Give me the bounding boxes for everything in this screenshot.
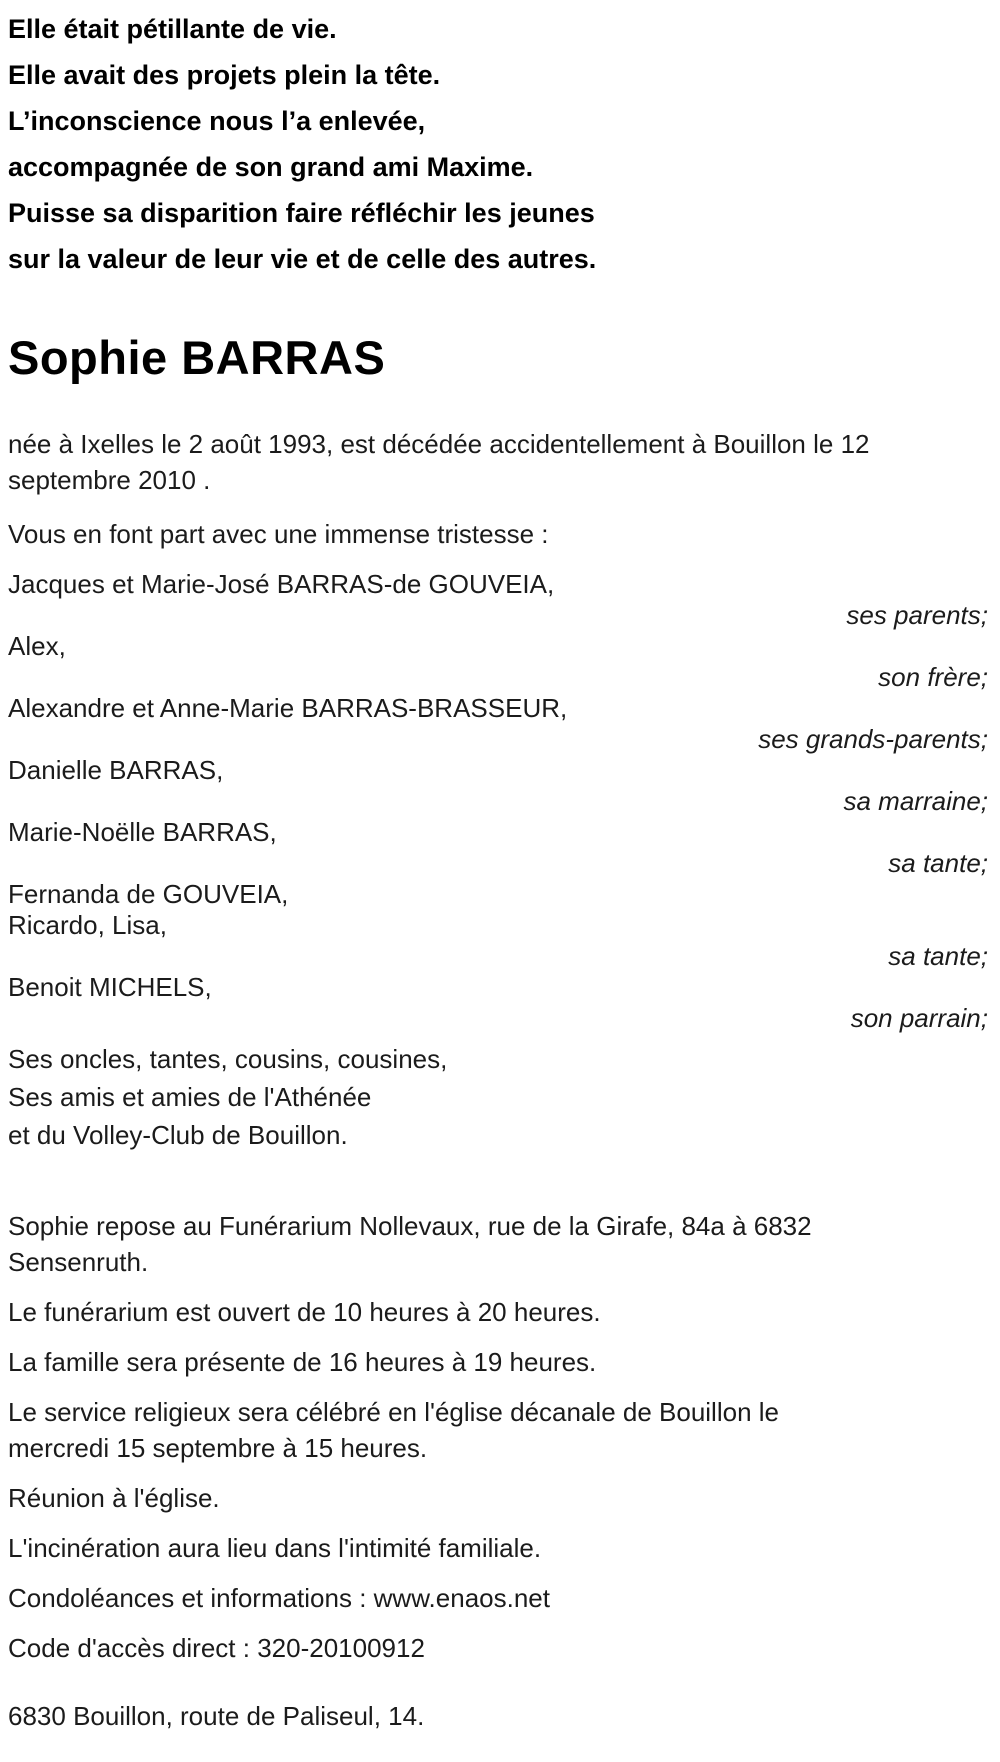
family-entry (8, 693, 988, 755)
cremation-notice-line: L'incinération aura lieu dans l'intimité familiale. (8, 1533, 542, 1563)
death-notice-line: septembre 2010 . (8, 465, 211, 495)
family-entry-relation: son frère; (878, 662, 988, 692)
other-mourners-line: et du Volley-Club de Bouillon. (8, 1120, 348, 1150)
family-entry (8, 817, 988, 879)
announcement-text: Vous en font part avec une immense tristesse : (8, 519, 549, 549)
access-code-line: Code d'accès direct : 320-20100912 (8, 1633, 425, 1663)
cremation-notice (8, 1530, 988, 1566)
intro-line: accompagnée de son grand ami Maxime. (8, 152, 534, 182)
religious-service-line: Le service religieux sera célébré en l'église décanale de Bouillon le (8, 1397, 779, 1427)
meeting-point (8, 1480, 988, 1516)
family-entry-names: Danielle BARRAS, (8, 755, 224, 785)
religious-service-line: mercredi 15 septembre à 15 heures. (8, 1433, 428, 1463)
repose-location-line: Sensenruth. (8, 1247, 149, 1277)
other-mourners-line: Ses oncles, tantes, cousins, cousines, (8, 1044, 448, 1074)
family-entry-relation: sa tante; (888, 848, 988, 878)
death-notice-line: née à Ixelles le 2 août 1993, est décédée accidentellement à Bouillon le 12 (8, 429, 870, 459)
family-entry-names: Jacques et Marie-José BARRAS-de GOUVEIA, (8, 569, 555, 599)
intro-line: Elle était pétillante de vie. (8, 14, 337, 44)
family-entry-names: Ricardo, Lisa, (8, 910, 167, 940)
religious-service (8, 1394, 988, 1466)
repose-location-line: Sophie repose au Funérarium Nollevaux, rue de la Girafe, 84a à 6832 (8, 1211, 812, 1241)
family-entry (8, 972, 988, 1034)
family-entry-names: Fernanda de GOUVEIA, (8, 879, 289, 909)
family-entry (8, 879, 988, 972)
family-presence-hours (8, 1344, 988, 1380)
funerarium-hours (8, 1294, 988, 1330)
funeral-arrangements (8, 1208, 988, 1666)
intro-line: Elle avait des projets plein la tête. (8, 60, 441, 90)
family-entry (8, 631, 988, 693)
family-entry-names: Marie-Noëlle BARRAS, (8, 817, 277, 847)
family-entry (8, 569, 988, 631)
death-notice (8, 426, 988, 498)
intro-line: sur la valeur de leur vie et de celle des autres. (8, 244, 597, 274)
footer-address: 6830 Bouillon, route de Paliseul, 14. (8, 1701, 425, 1731)
funerarium-hours-line: Le funérarium est ouvert de 10 heures à 20 heures. (8, 1297, 601, 1327)
family-entry-relation: sa marraine; (843, 786, 988, 816)
intro-line: L’inconscience nous l’a enlevée, (8, 106, 426, 136)
condolences-info-line: Condoléances et informations : www.enaos.net (8, 1583, 550, 1613)
family-entry-relation: ses grands-parents; (758, 724, 988, 754)
family-entry-relation: ses parents; (846, 600, 988, 630)
intro-poem (8, 6, 988, 282)
other-mourners (8, 1040, 988, 1154)
family-entry-relation: sa tante; (888, 941, 988, 971)
access-code (8, 1630, 988, 1666)
family-entry-names: Alexandre et Anne-Marie BARRAS-BRASSEUR, (8, 693, 568, 723)
family-entry-names: Benoit MICHELS, (8, 972, 212, 1002)
intro-line: Puisse sa disparition faire réfléchir les jeunes (8, 198, 595, 228)
meeting-point-line: Réunion à l'église. (8, 1483, 220, 1513)
family-presence-line: La famille sera présente de 16 heures à 19 heures. (8, 1347, 597, 1377)
deceased-name-heading: Sophie BARRAS (8, 331, 386, 384)
family-entry (8, 755, 988, 817)
family-entry-names: Alex, (8, 631, 66, 661)
family-list (8, 569, 988, 1034)
condolences-info (8, 1580, 988, 1616)
repose-location (8, 1208, 988, 1280)
other-mourners-line: Ses amis et amies de l'Athénée (8, 1082, 372, 1112)
family-entry-relation: son parrain; (850, 1003, 988, 1033)
